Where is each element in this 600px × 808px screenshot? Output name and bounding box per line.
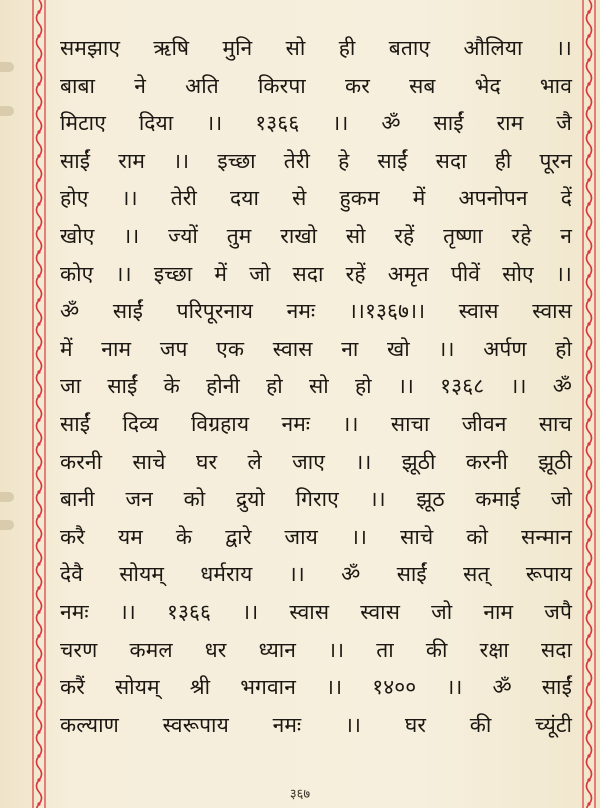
text-line: साईं राम ।। इच्छा तेरी हे साईं सदा ही पूरन	[60, 148, 572, 173]
left-decorative-border	[28, 0, 50, 808]
binding-hole	[0, 520, 14, 530]
text-line: बाबा ने अति किरपा कर सब भेद भाव	[60, 73, 572, 98]
binding-hole	[0, 106, 14, 116]
text-line: कल्याण स्वरूपाय नमः ।। घर की च्यूंटी	[60, 712, 572, 737]
text-line: नमः ।। १३६६ ।। स्वास स्वास जो नाम जपै	[60, 599, 572, 624]
text-line: खोए ।। ज्यों तुम राखो सो रहें तृष्णा रहे न	[60, 223, 572, 248]
binding-hole	[0, 492, 14, 502]
text-line: में नाम जप एक स्वास ना खो ।। अर्पण हो	[60, 336, 572, 361]
text-line: करै यम के द्वारे जाय ।। साचे को सन्मान	[60, 524, 572, 549]
binding-hole	[0, 62, 14, 72]
text-line: करनी साचे घर ले जाए ।। झूठी करनी झूठी	[60, 449, 572, 474]
text-line: बानी जन को द्रुयो गिराए ।। झूठ कमाई जो	[60, 487, 572, 512]
text-line: समझाए ऋषि मुनि सो ही बताए औलिया ।।	[60, 36, 572, 60]
right-decorative-border	[578, 0, 600, 808]
text-line: देवै सोयम् धर्मराय ।। ॐ साईं सत् रूपाय	[60, 562, 572, 587]
text-line: करैं सोयम् श्री भगवान ।। १४०० ।। ॐ साईं	[60, 675, 572, 700]
text-line: साईं दिव्य विग्रहाय नमः ।। साचा जीवन साच	[60, 411, 572, 436]
page-number: ३६७	[289, 787, 311, 802]
text-line: जा साईं के होनी हो सो हो ।। १३६८ ।। ॐ	[60, 374, 572, 399]
text-line: कोए ।। इच्छा में जो सदा रहें अमृत पीवें सोए ।।	[60, 261, 572, 286]
text-line: ॐ साईं परिपूरनाय नमः ।।१३६७।। स्वास स्वास	[60, 299, 572, 324]
text-line: चरण कमल धर ध्यान ।। ता की रक्षा सदा	[60, 637, 572, 662]
text-line: होए ।। तेरी दया से हुकम में अपनोपन दें	[60, 186, 572, 211]
text-line: मिटाए दिया ।। १३६६ ।। ॐ साईं राम जै	[60, 111, 572, 136]
page-text	[60, 30, 572, 744]
